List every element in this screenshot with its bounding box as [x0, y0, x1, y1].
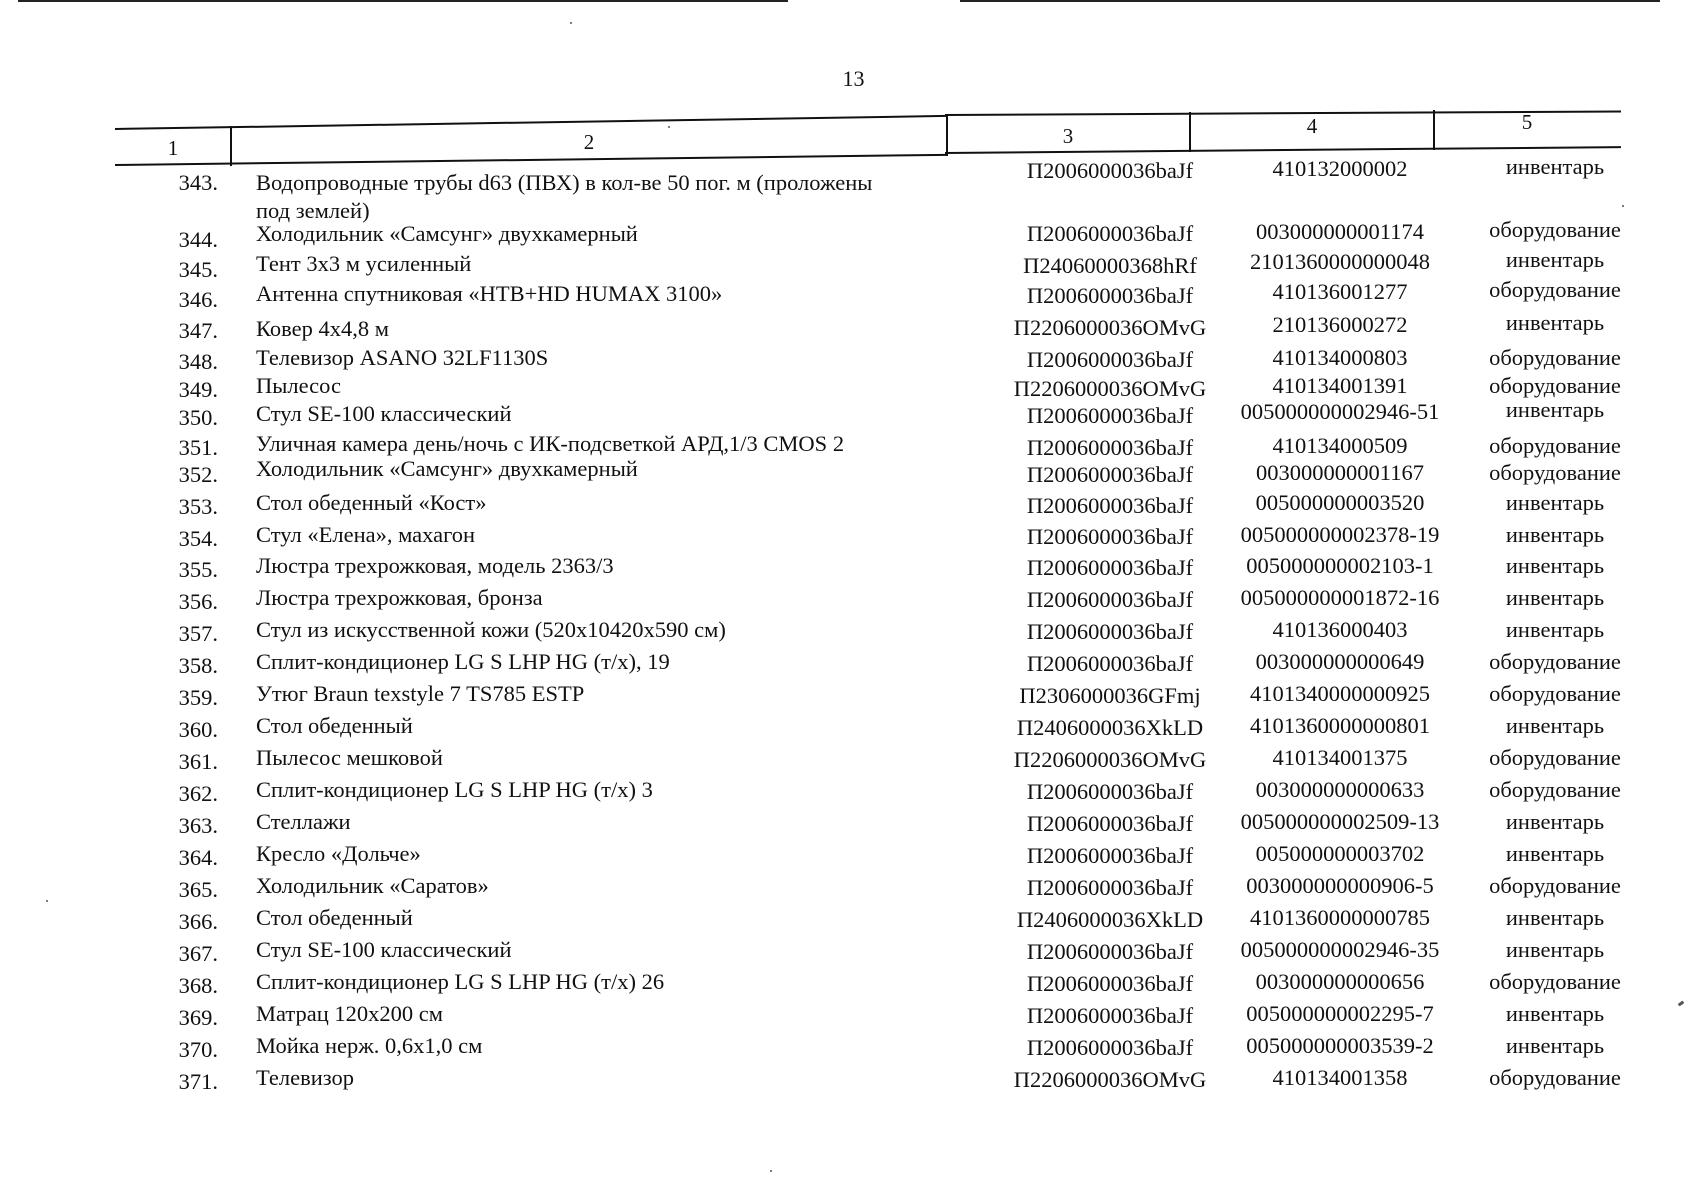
item-inventory-number: 005000000002946-35	[1240, 937, 1440, 962]
header-top-line	[115, 115, 947, 130]
item-name-continued: под землей)	[256, 198, 370, 223]
item-inventory-number: 410132000002	[1272, 156, 1408, 181]
row-number: 361.	[178, 749, 218, 774]
item-inventory-number: 003000000001174	[1256, 219, 1424, 244]
item-account-code: П2006000036baJf	[1026, 587, 1194, 612]
item-inventory-number: 410136001277	[1272, 279, 1408, 304]
item-inventory-number: 410134001358	[1272, 1065, 1408, 1090]
item-inventory-number: 003000000000633	[1255, 777, 1425, 802]
table-row	[0, 681, 1707, 715]
item-name: Стол обеденный	[256, 905, 413, 930]
item-type: инвентарь	[1505, 585, 1605, 610]
item-account-code: П2006000036baJf	[1026, 435, 1194, 460]
row-number: 363.	[178, 813, 218, 838]
header-col-1: 1	[167, 136, 179, 160]
item-account-code: П2006000036baJf	[1026, 843, 1194, 868]
item-inventory-number: 2101360000000048	[1250, 249, 1430, 274]
item-name: Антенна спутниковая «НТВ+HD HUMAX 3100»	[256, 281, 723, 306]
item-inventory-number: 005000000002946-51	[1240, 399, 1440, 424]
item-name: Водопроводные трубы d63 (ПВХ) в кол-ве 50 пог. м (проложены	[256, 170, 873, 195]
item-name: Холодильник «Самсунг» двухкамерный	[256, 456, 638, 481]
item-type: оборудование	[1489, 745, 1621, 770]
item-name: Стул из искусственной кожи (520x10420x590 см)	[256, 617, 726, 642]
item-name: Холодильник «Самсунг» двухкамерный	[256, 221, 638, 246]
item-type: оборудование	[1489, 433, 1621, 458]
item-inventory-number: 005000000003520	[1255, 490, 1425, 515]
item-type: оборудование	[1489, 873, 1621, 898]
item-name: Стол обеденный	[256, 713, 413, 738]
item-type: оборудование	[1489, 969, 1621, 994]
header-col-4: 4	[1306, 114, 1318, 138]
row-number: 367.	[178, 941, 218, 966]
table-row	[0, 490, 1707, 524]
item-type: инвентарь	[1505, 713, 1605, 738]
item-name: Стул «Елена», махагон	[256, 522, 476, 547]
table-row	[0, 649, 1707, 683]
scan-edge-artifact	[960, 0, 1660, 2]
row-number: 366.	[178, 909, 218, 934]
table-row	[0, 873, 1707, 907]
table-row	[0, 310, 1707, 348]
row-number: 345.	[178, 257, 218, 282]
table-row	[0, 553, 1707, 587]
table-row	[0, 841, 1707, 875]
item-inventory-number: 410136000403	[1272, 617, 1408, 642]
item-type: инвентарь	[1505, 937, 1605, 962]
item-type: оборудование	[1489, 649, 1621, 674]
item-name: Стол обеденный «Кост»	[256, 490, 487, 515]
item-inventory-number: 005000000002378-19	[1240, 522, 1440, 547]
row-number: 362.	[178, 781, 218, 806]
item-account-code: П2206000036OMvG	[1013, 376, 1207, 401]
item-type: инвентарь	[1505, 1033, 1605, 1058]
item-account-code: П2206000036OMvG	[1013, 315, 1207, 340]
item-account-code: П2006000036baJf	[1026, 1003, 1194, 1028]
item-account-code: П2006000036baJf	[1026, 462, 1194, 487]
item-inventory-number: 003000000000906-5	[1246, 873, 1434, 898]
item-account-code: П2306000036GFmj	[1019, 683, 1201, 708]
item-type: инвентарь	[1505, 490, 1605, 515]
scan-speck	[570, 22, 572, 24]
item-account-code: П2006000036baJf	[1026, 939, 1194, 964]
item-account-code: П2006000036baJf	[1026, 971, 1194, 996]
item-type: инвентарь	[1505, 154, 1605, 179]
item-inventory-number: 4101360000000801	[1250, 713, 1430, 738]
page-number: 13	[842, 66, 865, 91]
item-type: оборудование	[1489, 1065, 1621, 1090]
item-name: Кресло «Дольче»	[256, 841, 421, 866]
item-name: Стеллажи	[256, 809, 351, 834]
item-name: Пылесос	[256, 373, 341, 398]
table-row	[0, 1065, 1707, 1099]
row-number: 358.	[178, 653, 218, 678]
item-type: инвентарь	[1505, 247, 1605, 272]
table-row	[0, 745, 1707, 779]
item-name: Стул SE-100 классический	[256, 401, 512, 426]
row-number: 365.	[178, 877, 218, 902]
item-name: Телевизор ASANO 32LF1130S	[256, 345, 549, 370]
row-number: 343.	[178, 170, 218, 195]
table-row	[0, 617, 1707, 651]
item-account-code: П2006000036baJf	[1026, 651, 1194, 676]
item-inventory-number: 005000000003539-2	[1246, 1033, 1434, 1058]
item-account-code: П2006000036baJf	[1026, 158, 1194, 183]
item-name: Ковер 4x4,8 м	[256, 316, 389, 341]
item-name: Телевизор	[256, 1065, 355, 1090]
row-number: 352.	[178, 462, 218, 487]
row-number: 347.	[178, 318, 218, 343]
item-account-code: П2006000036baJf	[1026, 875, 1194, 900]
row-number: 360.	[178, 717, 218, 742]
row-number: 351.	[178, 435, 218, 460]
table-row	[0, 969, 1707, 1003]
item-name: Сплит-кондиционер LG S LHP HG (т/х), 19	[256, 649, 670, 674]
item-type: инвентарь	[1505, 310, 1605, 335]
item-inventory-number: 4101360000000785	[1250, 905, 1430, 930]
item-account-code: П2006000036baJf	[1026, 283, 1194, 308]
row-number: 353.	[178, 494, 218, 519]
item-inventory-number: 005000000003702	[1255, 841, 1425, 866]
item-name: Утюг Braun texstyle 7 TS785 ESTP	[256, 681, 585, 706]
item-inventory-number: 005000000001872-16	[1240, 585, 1440, 610]
item-inventory-number: 410134000803	[1272, 345, 1408, 370]
table-row	[0, 1033, 1707, 1067]
row-number: 359.	[178, 685, 218, 710]
item-account-code: П2206000036OMvG	[1013, 747, 1207, 772]
row-number: 369.	[178, 1005, 218, 1030]
item-type: оборудование	[1489, 217, 1621, 242]
item-account-code: П2006000036baJf	[1026, 779, 1194, 804]
row-number: 350.	[178, 405, 218, 430]
scan-speck	[770, 1170, 772, 1172]
item-account-code: П2206000036OMvG	[1013, 1067, 1207, 1092]
item-account-code: П2006000036baJf	[1026, 524, 1194, 549]
scan-edge-artifact	[18, 0, 788, 2]
item-name: Люстра трехрожковая, модель 2363/3	[256, 553, 614, 578]
item-inventory-number: 003000000000649	[1255, 649, 1425, 674]
item-name: Стул SE-100 классический	[256, 937, 512, 962]
table-row	[0, 905, 1707, 939]
item-type: оборудование	[1489, 277, 1621, 302]
row-number: 357.	[178, 621, 218, 646]
item-inventory-number: 410134000509	[1272, 433, 1408, 458]
item-account-code: П2006000036baJf	[1026, 221, 1194, 246]
item-account-code: П2006000036baJf	[1026, 493, 1194, 518]
table-row	[0, 777, 1707, 811]
item-name: Сплит-кондиционер LG S LHP HG (т/х) 26	[256, 969, 665, 994]
item-name: Мойка нерж. 0,6x1,0 см	[256, 1033, 483, 1058]
item-inventory-number: 410134001375	[1272, 745, 1408, 770]
item-type: инвентарь	[1505, 522, 1605, 547]
table-row	[0, 937, 1707, 971]
item-name: Уличная камера день/ночь с ИК-подсветкой АРД,1/3 CMOS 2	[256, 431, 845, 456]
row-number: 368.	[178, 973, 218, 998]
table-row	[0, 154, 1707, 200]
item-type: оборудование	[1489, 681, 1621, 706]
item-account-code: П2006000036baJf	[1026, 403, 1194, 428]
item-name: Люстра трехрожковая, бронза	[256, 585, 543, 610]
table-row	[0, 809, 1707, 843]
item-account-code: П2006000036baJf	[1026, 347, 1194, 372]
item-type: оборудование	[1489, 460, 1621, 485]
row-number: 346.	[178, 287, 218, 312]
item-account-code: П2006000036baJf	[1026, 619, 1194, 644]
item-account-code: П2006000036baJf	[1026, 811, 1194, 836]
item-account-code: П2006000036baJf	[1026, 555, 1194, 580]
item-type: инвентарь	[1505, 617, 1605, 642]
item-type: инвентарь	[1505, 905, 1605, 930]
item-type: инвентарь	[1505, 397, 1605, 422]
scan-speck	[668, 126, 670, 128]
item-inventory-number: 410134001391	[1272, 373, 1408, 398]
row-number: 364.	[178, 845, 218, 870]
header-col-3: 3	[1062, 124, 1074, 148]
item-inventory-number: 005000000002103-1	[1246, 553, 1434, 578]
header-bottom-line	[115, 154, 947, 166]
item-inventory-number: 003000000000656	[1255, 969, 1425, 994]
item-inventory-number: 005000000002509-13	[1240, 809, 1440, 834]
table-row	[0, 1001, 1707, 1035]
row-number: 354.	[178, 526, 218, 551]
row-number: 371.	[178, 1069, 218, 1094]
item-name: Сплит-кондиционер LG S LHP HG (т/х) 3	[256, 777, 653, 802]
item-inventory-number: 4101340000000925	[1250, 681, 1430, 706]
item-inventory-number: 210136000272	[1272, 312, 1408, 337]
item-name: Холодильник «Саратов»	[256, 873, 489, 898]
item-type: оборудование	[1489, 777, 1621, 802]
header-col-5: 5	[1521, 110, 1533, 134]
item-name: Тент 3x3 м усиленный	[256, 251, 472, 276]
item-account-code: П24060000368hRf	[1023, 253, 1197, 278]
row-number: 356.	[178, 589, 218, 614]
row-number: 349.	[178, 377, 218, 402]
row-number: 344.	[178, 227, 218, 252]
item-inventory-number: 003000000001167	[1256, 460, 1424, 485]
item-type: инвентарь	[1505, 841, 1605, 866]
item-type: оборудование	[1489, 373, 1621, 398]
table-row	[0, 713, 1707, 747]
item-type: инвентарь	[1505, 553, 1605, 578]
item-type: инвентарь	[1505, 809, 1605, 834]
header-col-2: 2	[583, 130, 595, 154]
row-number: 370.	[178, 1037, 218, 1062]
row-number: 348.	[178, 349, 218, 374]
table-row	[0, 456, 1707, 492]
item-name: Матрац 120x200 см	[256, 1001, 444, 1026]
item-inventory-number: 005000000002295-7	[1246, 1001, 1434, 1026]
item-type: инвентарь	[1505, 1001, 1605, 1026]
row-number: 355.	[178, 557, 218, 582]
item-type: оборудование	[1489, 345, 1621, 370]
table-row	[0, 585, 1707, 619]
item-account-code: П2006000036baJf	[1026, 1035, 1194, 1060]
item-account-code: П2406000036XkLD	[1016, 715, 1204, 740]
item-name: Пылесос мешковой	[256, 745, 443, 770]
table-row	[0, 522, 1707, 556]
item-account-code: П2406000036XkLD	[1016, 907, 1204, 932]
